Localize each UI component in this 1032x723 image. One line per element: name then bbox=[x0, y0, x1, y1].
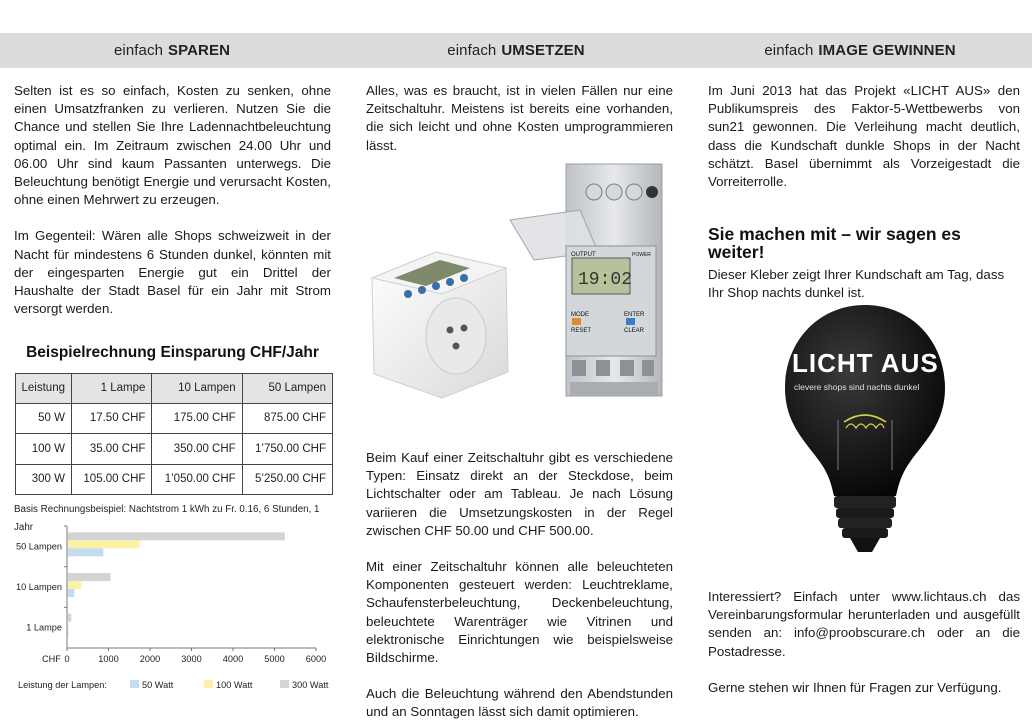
table-cell: 50 W bbox=[16, 403, 72, 434]
savings-table bbox=[15, 373, 333, 496]
device-output-label: OUTPUT bbox=[571, 252, 596, 258]
device-power-label: POWER bbox=[632, 252, 651, 258]
image-lower-text bbox=[708, 588, 1020, 697]
chart-legend-label: 100 Watt bbox=[216, 680, 253, 690]
chart-x-tick-label: 0 bbox=[64, 654, 70, 664]
chart-legend-label: 50 Watt bbox=[142, 680, 174, 690]
chart-bar bbox=[68, 630, 69, 638]
chart-bar bbox=[68, 589, 74, 597]
sparen-paragraph-2: Im Gegenteil: Wären alle Shops schweizweit in der Nacht für mindestens 6 Stunden dunkel, könnten mit der eingesparten Energie gut ein Drittel der Haushalte der Stadt Basel für ein Jahr mit Strom versorgt werden. bbox=[14, 228, 331, 317]
licht-aus-bulb-logo bbox=[780, 300, 950, 555]
table-cell: 5’250.00 CHF bbox=[242, 464, 332, 495]
table-header-row bbox=[16, 373, 333, 403]
device-enter-label: ENTER bbox=[624, 312, 645, 318]
column-image-gewinnen bbox=[708, 82, 1020, 302]
chart-category-label: 1 Lampe bbox=[26, 622, 62, 633]
chart-bar bbox=[68, 532, 285, 540]
table-footnote: Basis Rechnungsbeispiel: Nachtstrom 1 kWh zu Fr. 0.16, 6 Stunden, 1 Jahr bbox=[14, 504, 320, 534]
chart-bar bbox=[68, 573, 111, 581]
timer-devices-svg bbox=[366, 160, 672, 400]
table-cell: 17.50 CHF bbox=[72, 403, 152, 434]
chart-x-tick-label: 3000 bbox=[181, 654, 202, 664]
chart-bar bbox=[68, 548, 103, 556]
chart-bar bbox=[68, 581, 82, 589]
umsetzen-paragraph-2: Beim Kauf einer Zeitschaltuhr gibt es verschiedene Typen: Einsatz direkt an der Steckdose, beim Lichtschalter oder am Tableau. Je nach Lösung variieren die Umsetzungskosten in der Regel zwischen CHF 50.00 und CHF 500.00. bbox=[366, 450, 673, 538]
table-row bbox=[16, 434, 333, 465]
image-paragraph-3: Interessiert? Einfach unter www.lichtaus.ch das Vereinbarungsformular herunterladen und ausgefüllt senden an: info@proobscurare.ch oder an die Postadresse. bbox=[708, 589, 1020, 659]
chart-svg bbox=[12, 520, 342, 700]
chart-legend-swatch bbox=[280, 680, 289, 688]
table-cell: 175.00 CHF bbox=[152, 403, 242, 434]
device-display-text: 19:02 bbox=[578, 270, 633, 290]
chart-x-tick-label: 4000 bbox=[222, 654, 244, 664]
table-header-cell: 10 Lampen bbox=[152, 373, 242, 403]
chart-x-axis-label: CHF bbox=[42, 654, 61, 664]
plug-timer-icon bbox=[372, 252, 508, 398]
header-strong: SPAREN bbox=[168, 42, 231, 59]
umsetzen-paragraph-3: Mit einer Zeitschaltuhr können alle beleuchteten Komponenten gesteuert werden: Leuchtreklame, Schaufensterbeleuchtung, Deckenbeleuchtung, beleuchtete Warenträger wie Vitrinen und elektronische Einrichtungen wie beispielsweise Bildschirme. bbox=[366, 559, 673, 666]
lightbulb-icon bbox=[785, 305, 945, 552]
table-header-cell: 1 Lampe bbox=[72, 373, 152, 403]
table-cell: 875.00 CHF bbox=[242, 403, 332, 434]
chart-x-tick-label: 5000 bbox=[264, 654, 285, 664]
table-title: Beispielrechnung Einsparung CHF/Jahr bbox=[26, 344, 319, 362]
device-reset-label: RESET bbox=[571, 328, 592, 334]
header-strong: UMSETZEN bbox=[501, 42, 585, 59]
header-strong: IMAGE GEWINNEN bbox=[818, 42, 956, 59]
table-cell: 350.00 CHF bbox=[152, 434, 242, 465]
savings-bar-chart bbox=[12, 520, 342, 700]
header-prefix: einfach bbox=[447, 42, 497, 59]
din-rail-timer-icon bbox=[510, 164, 662, 396]
umsetzen-paragraph-1: Alles, was es braucht, ist in vielen Fällen nur eine Zeitschaltuhr. Meistens ist bereits eine vorhanden, die sich leicht und ohne Kosten umprogrammieren lässt. bbox=[366, 83, 673, 153]
header-prefix: einfach bbox=[764, 42, 814, 59]
table-row bbox=[16, 403, 333, 434]
table-cell: 105.00 CHF bbox=[72, 464, 152, 495]
bulb-svg bbox=[780, 300, 950, 555]
chart-bar bbox=[68, 622, 69, 630]
chart-x-tick-label: 6000 bbox=[305, 654, 327, 664]
chart-x-tick-label: 2000 bbox=[139, 654, 161, 664]
table-cell: 300 W bbox=[16, 464, 72, 495]
image-paragraph-2: Dieser Kleber zeigt Ihrer Kundschaft am Tag, dass Ihr Shop nachts dunkel ist. bbox=[708, 266, 1005, 300]
chart-bar bbox=[68, 540, 140, 548]
image-paragraph-4: Gerne stehen wir Ihnen für Fragen zur Verfügung. bbox=[708, 679, 1002, 695]
chart-legend-title: Leistung der Lampen: bbox=[18, 680, 107, 690]
chart-legend-label: 300 Watt bbox=[292, 680, 329, 690]
header-prefix: einfach bbox=[113, 42, 164, 59]
chart-legend-swatch bbox=[130, 680, 139, 688]
image-paragraph-1: Im Juni 2013 hat das Projekt «LICHT AUS» den Publikumspreis des Faktor-5-Wettbewerbs von sun21 gewonnen. Die Verleihung macht deutlich, dass die Kundschaft dunkle Shops in der Nacht schätzt. Basel übernimmt als Vorzeigestadt die Vorreiterrolle. bbox=[708, 83, 1020, 190]
table-header-cell: Leistung bbox=[16, 373, 72, 403]
table-cell: 35.00 CHF bbox=[72, 434, 152, 465]
chart-bar bbox=[68, 614, 71, 622]
device-mode-label: MODE bbox=[571, 312, 589, 318]
header-sparen bbox=[0, 33, 344, 68]
table-cell: 1’750.00 CHF bbox=[242, 434, 332, 465]
column-sparen bbox=[14, 82, 331, 538]
column-umsetzen bbox=[366, 82, 673, 155]
table-header-cell: 50 Lampen bbox=[242, 373, 332, 403]
image-heading: Sie machen mit – wir sagen es weiter! bbox=[708, 224, 961, 263]
chart-category-label: 50 Lampen bbox=[16, 541, 62, 552]
table-cell: 100 W bbox=[16, 434, 72, 465]
chart-x-tick-label: 1000 bbox=[98, 654, 119, 664]
table-cell: 1’050.00 CHF bbox=[152, 464, 242, 495]
logo-subtitle: clevere shops sind nachts dunkel bbox=[794, 382, 920, 392]
header-image-gewinnen bbox=[688, 33, 1032, 68]
header-umsetzen bbox=[344, 33, 688, 68]
chart-category-label: 10 Lampen bbox=[16, 582, 62, 592]
chart-legend-swatch bbox=[204, 680, 213, 688]
umsetzen-lower-text bbox=[366, 449, 673, 722]
timer-devices-image bbox=[366, 160, 672, 400]
sparen-paragraph-1: Selten ist es so einfach, Kosten zu senken, ohne einen Umsatzfranken zu verlieren. Nutzen Sie die Chance und stellen Sie Ihre Ladennachtbeleuchtung optimal ein. Im Zeitraum zwischen 24.00 Uhr und 06.00 Uhr sind kaum Passanten unterwegs. Die Beleuchtung benötigt Energie und verursacht Kosten, ohne einen Mehrwert zu erzeugen. bbox=[14, 83, 331, 208]
umsetzen-paragraph-4: Auch die Beleuchtung während den Abendstunden und an Sonntagen lässt sich damit optimieren. bbox=[366, 686, 673, 720]
table-row bbox=[16, 464, 333, 495]
logo-title: LICHT AUS bbox=[792, 348, 939, 378]
device-clear-label: CLEAR bbox=[624, 328, 645, 334]
